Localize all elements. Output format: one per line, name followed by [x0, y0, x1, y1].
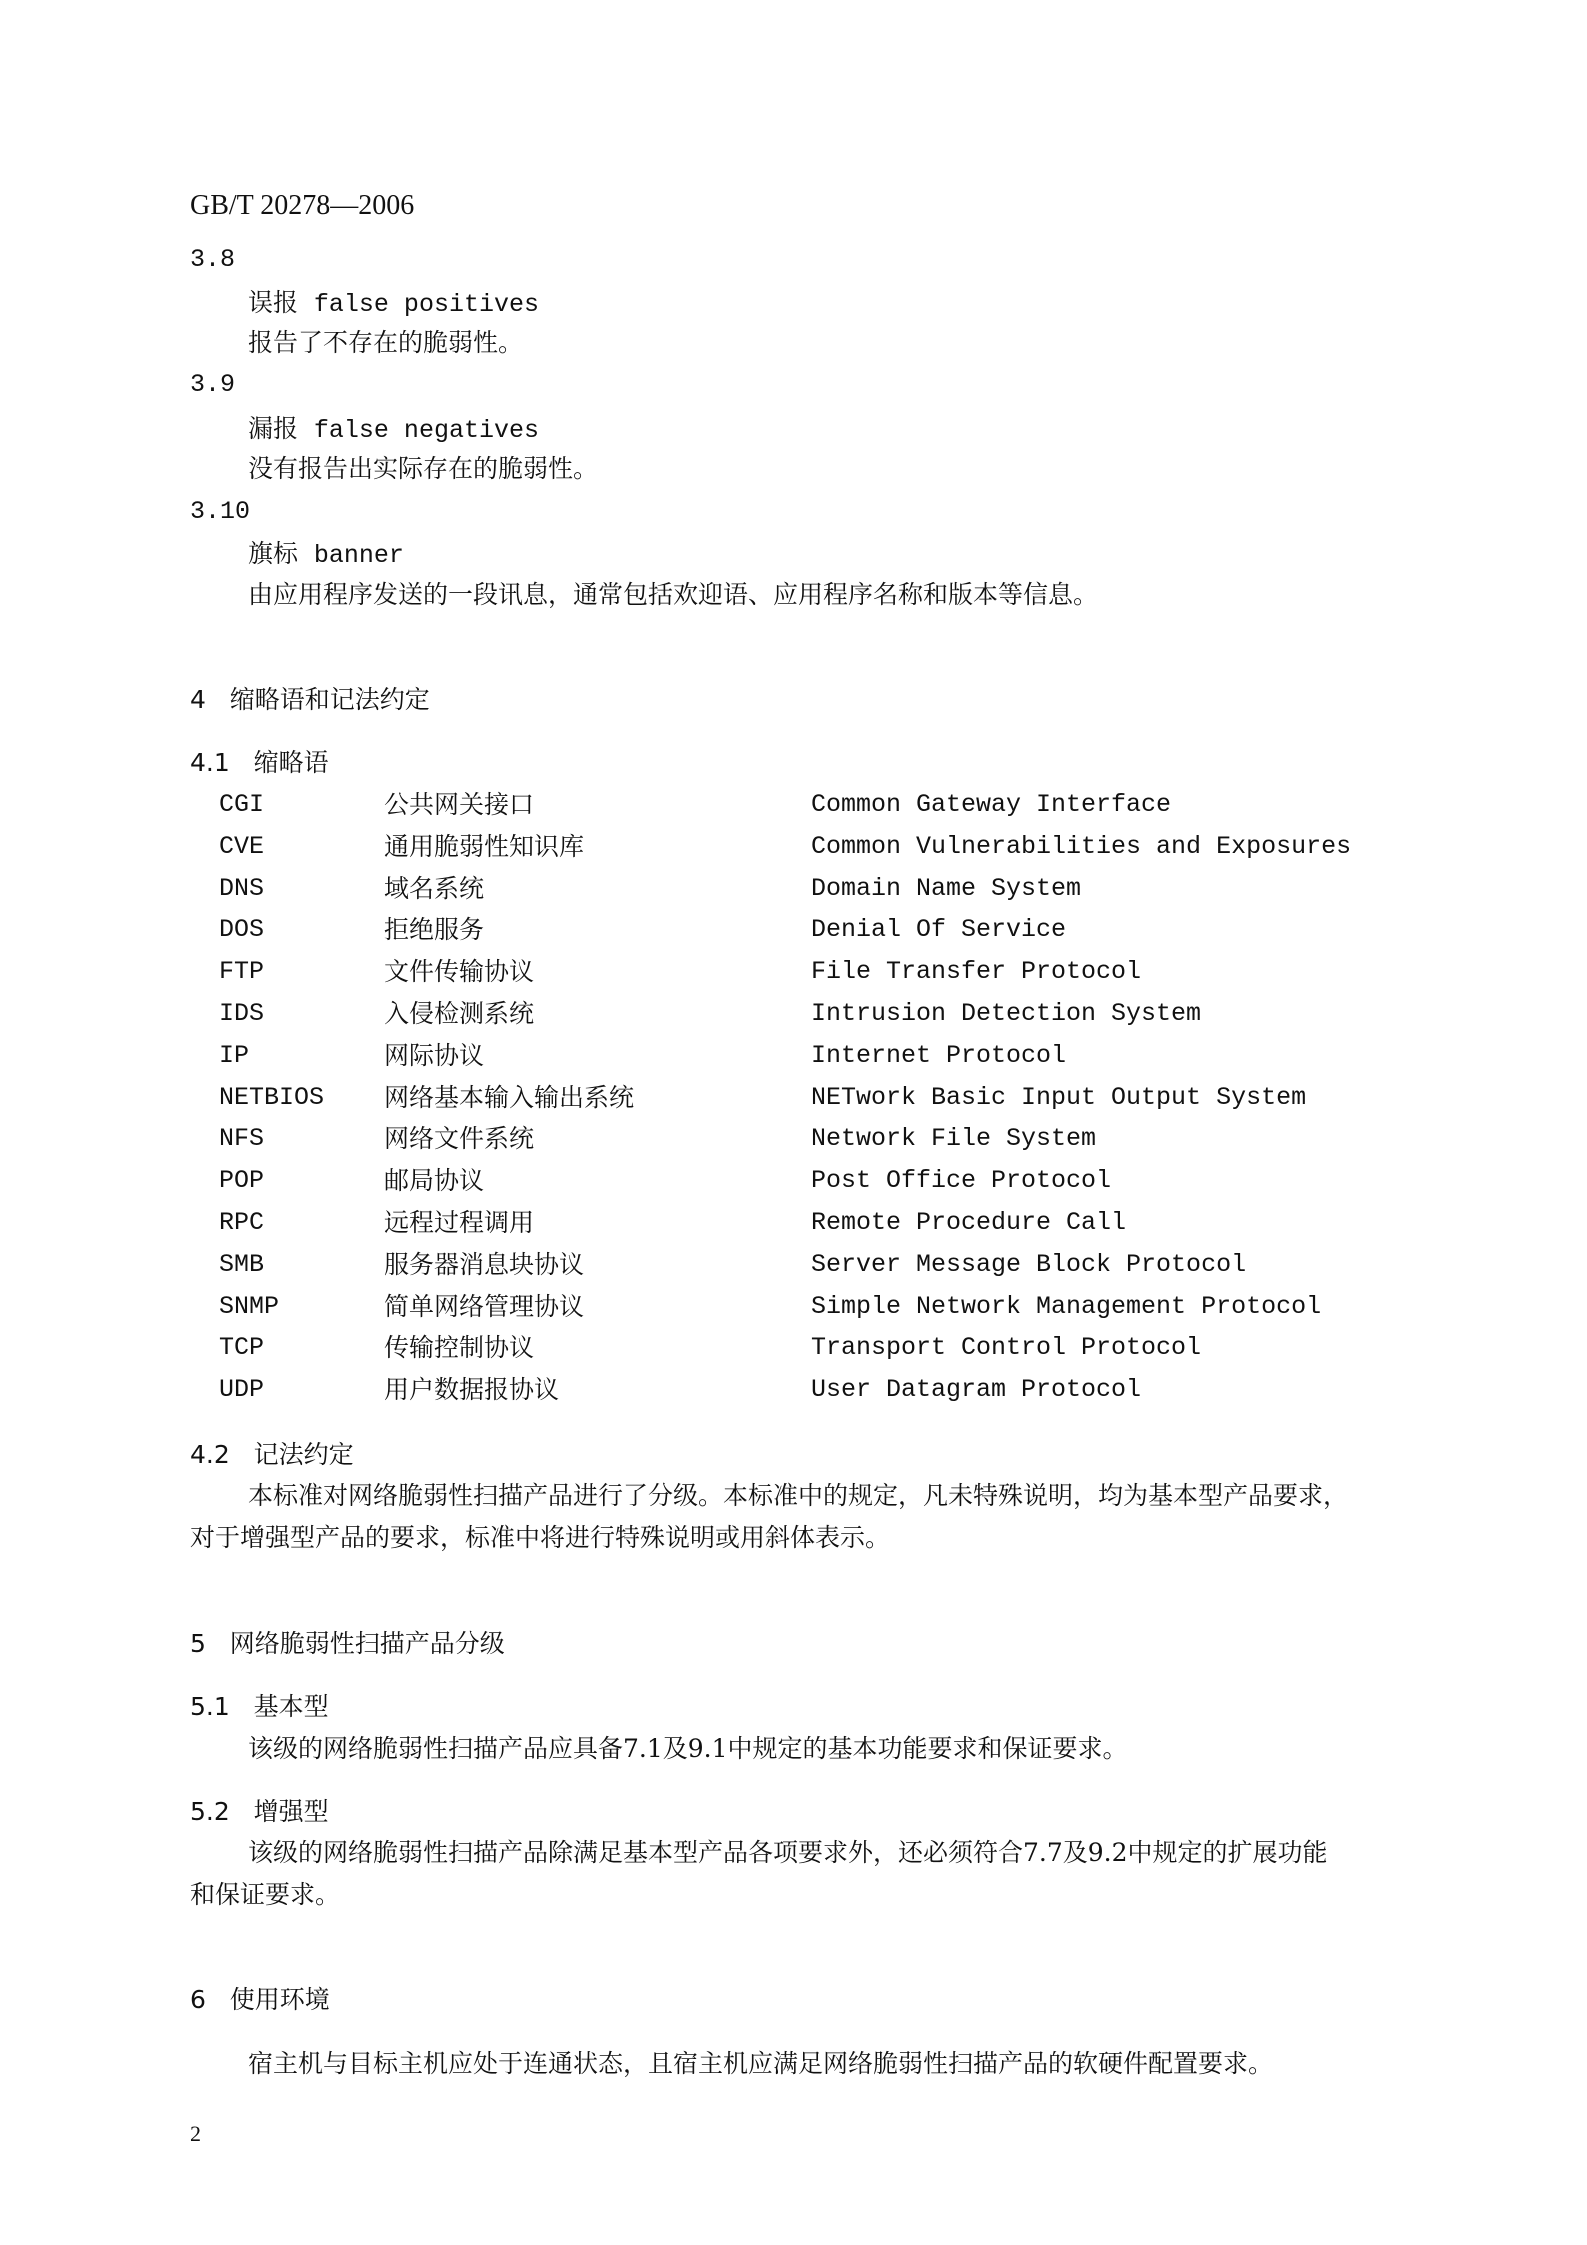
section-heading-5: 5 网络脆弱性扫描产品分级: [190, 1629, 505, 1658]
abbr-english: User Datagram Protocol: [811, 1375, 1142, 1405]
abbr-chinese: 文件传输协议: [384, 957, 535, 987]
abbr-chinese: 网络文件系统: [384, 1124, 535, 1154]
term-en: banner: [313, 541, 404, 570]
abbr-chinese: 拒绝服务: [384, 915, 485, 945]
abbr-code: NFS: [219, 1124, 265, 1154]
abbr-chinese: 传输控制协议: [384, 1333, 535, 1363]
paragraph: 和保证要求。: [190, 1880, 341, 1909]
abbr-chinese: 通用脆弱性知识库: [384, 831, 585, 861]
subsection-heading-4-2: 4.2 记法约定: [190, 1440, 354, 1469]
abbr-english: Common Gateway Interface: [811, 790, 1172, 819]
section-heading-4: 4 缩略语和记法约定: [190, 685, 430, 714]
paragraph: 宿主机与目标主机应处于连通状态，且宿主机应满足网络脆弱性扫描产品的软硬件配置要求。: [248, 2049, 1274, 2078]
abbr-code: CGI: [219, 790, 265, 819]
page-number: 2: [190, 2121, 201, 2146]
abbr-chinese: 网际协议: [384, 1040, 485, 1070]
abbr-english: Post Office Protocol: [811, 1166, 1112, 1196]
abbr-chinese: 用户数据报协议: [384, 1375, 560, 1405]
term-number: 3.10: [190, 497, 251, 526]
abbr-chinese: 远程过程调用: [384, 1208, 535, 1237]
term-cn: 漏报: [248, 414, 299, 443]
abbr-english: Network File System: [811, 1124, 1097, 1154]
term-title: [248, 537, 404, 573]
paragraph: 该级的网络脆弱性扫描产品应具备7.1及9.1中规定的基本功能要求和保证要求。: [248, 1734, 1128, 1763]
abbr-english: Simple Network Management Protocol: [811, 1291, 1322, 1321]
subsection-heading-5-1: 5.1 基本型: [190, 1692, 329, 1721]
abbr-code: IP: [219, 1040, 250, 1070]
abbr-code: NETBIOS: [219, 1082, 325, 1112]
term-number: 3.9: [190, 370, 236, 399]
subsection-heading-4-1: 4.1 缩略语: [190, 748, 329, 777]
abbr-english: Remote Procedure Call: [811, 1208, 1127, 1237]
abbr-code: SMB: [219, 1249, 265, 1279]
term-definition: 没有报告出实际存在的脆弱性。: [248, 454, 599, 483]
abbr-chinese: 网络基本输入输出系统: [384, 1082, 635, 1112]
section-heading-6: 6 使用环境: [190, 1985, 330, 2014]
abbr-english: Denial Of Service: [811, 915, 1067, 945]
abbr-english: File Transfer Protocol: [811, 957, 1142, 987]
abbr-english: Server Message Block Protocol: [811, 1249, 1247, 1279]
abbr-english: NETwork Basic Input Output System: [811, 1082, 1307, 1112]
abbr-code: TCP: [219, 1333, 265, 1363]
term-en: false negatives: [313, 416, 539, 445]
abbr-chinese: 邮局协议: [384, 1166, 485, 1196]
abbr-code: RPC: [219, 1208, 265, 1237]
abbr-chinese: 简单网络管理协议: [384, 1291, 585, 1321]
abbr-chinese: 公共网关接口: [384, 790, 535, 819]
term-title: [248, 412, 539, 448]
abbr-code: UDP: [219, 1375, 265, 1405]
term-number: 3.8: [190, 245, 236, 274]
term-definition: 由应用程序发送的一段讯息，通常包括欢迎语、应用程序名称和版本等信息。: [248, 580, 1099, 609]
abbr-code: IDS: [219, 999, 265, 1028]
paragraph: 本标准对网络脆弱性扫描产品进行了分级。本标准中的规定，凡未特殊说明，均为基本型产品要求，: [248, 1481, 1349, 1510]
term-en: false positives: [313, 290, 539, 319]
document-header: GB/T 20278—2006: [190, 190, 415, 221]
abbr-english: Transport Control Protocol: [811, 1333, 1202, 1363]
paragraph: 该级的网络脆弱性扫描产品除满足基本型产品各项要求外，还必须符合7.7及9.2中规定的扩展功能: [248, 1838, 1328, 1867]
abbr-english: Intrusion Detection System: [811, 999, 1202, 1028]
abbr-english: Domain Name System: [811, 873, 1082, 903]
abbr-code: CVE: [219, 831, 265, 861]
paragraph: 对于增强型产品的要求，标准中将进行特殊说明或用斜体表示。: [190, 1523, 891, 1552]
subsection-heading-5-2: 5.2 增强型: [190, 1797, 329, 1826]
abbr-code: DNS: [219, 873, 265, 903]
abbr-code: FTP: [219, 957, 265, 987]
term-title: [248, 286, 539, 322]
term-cn: 误报: [248, 288, 299, 317]
term-cn: 旗标: [248, 539, 299, 568]
abbr-chinese: 服务器消息块协议: [384, 1249, 585, 1279]
abbr-chinese: 域名系统: [384, 873, 485, 903]
abbr-english: Internet Protocol: [811, 1040, 1067, 1070]
abbr-code: DOS: [219, 915, 265, 945]
abbr-code: SNMP: [219, 1291, 280, 1321]
term-definition: 报告了不存在的脆弱性。: [248, 328, 524, 357]
abbr-english: Common Vulnerabilities and Exposures: [811, 831, 1352, 861]
abbr-chinese: 入侵检测系统: [384, 999, 535, 1028]
abbr-code: POP: [219, 1166, 265, 1196]
